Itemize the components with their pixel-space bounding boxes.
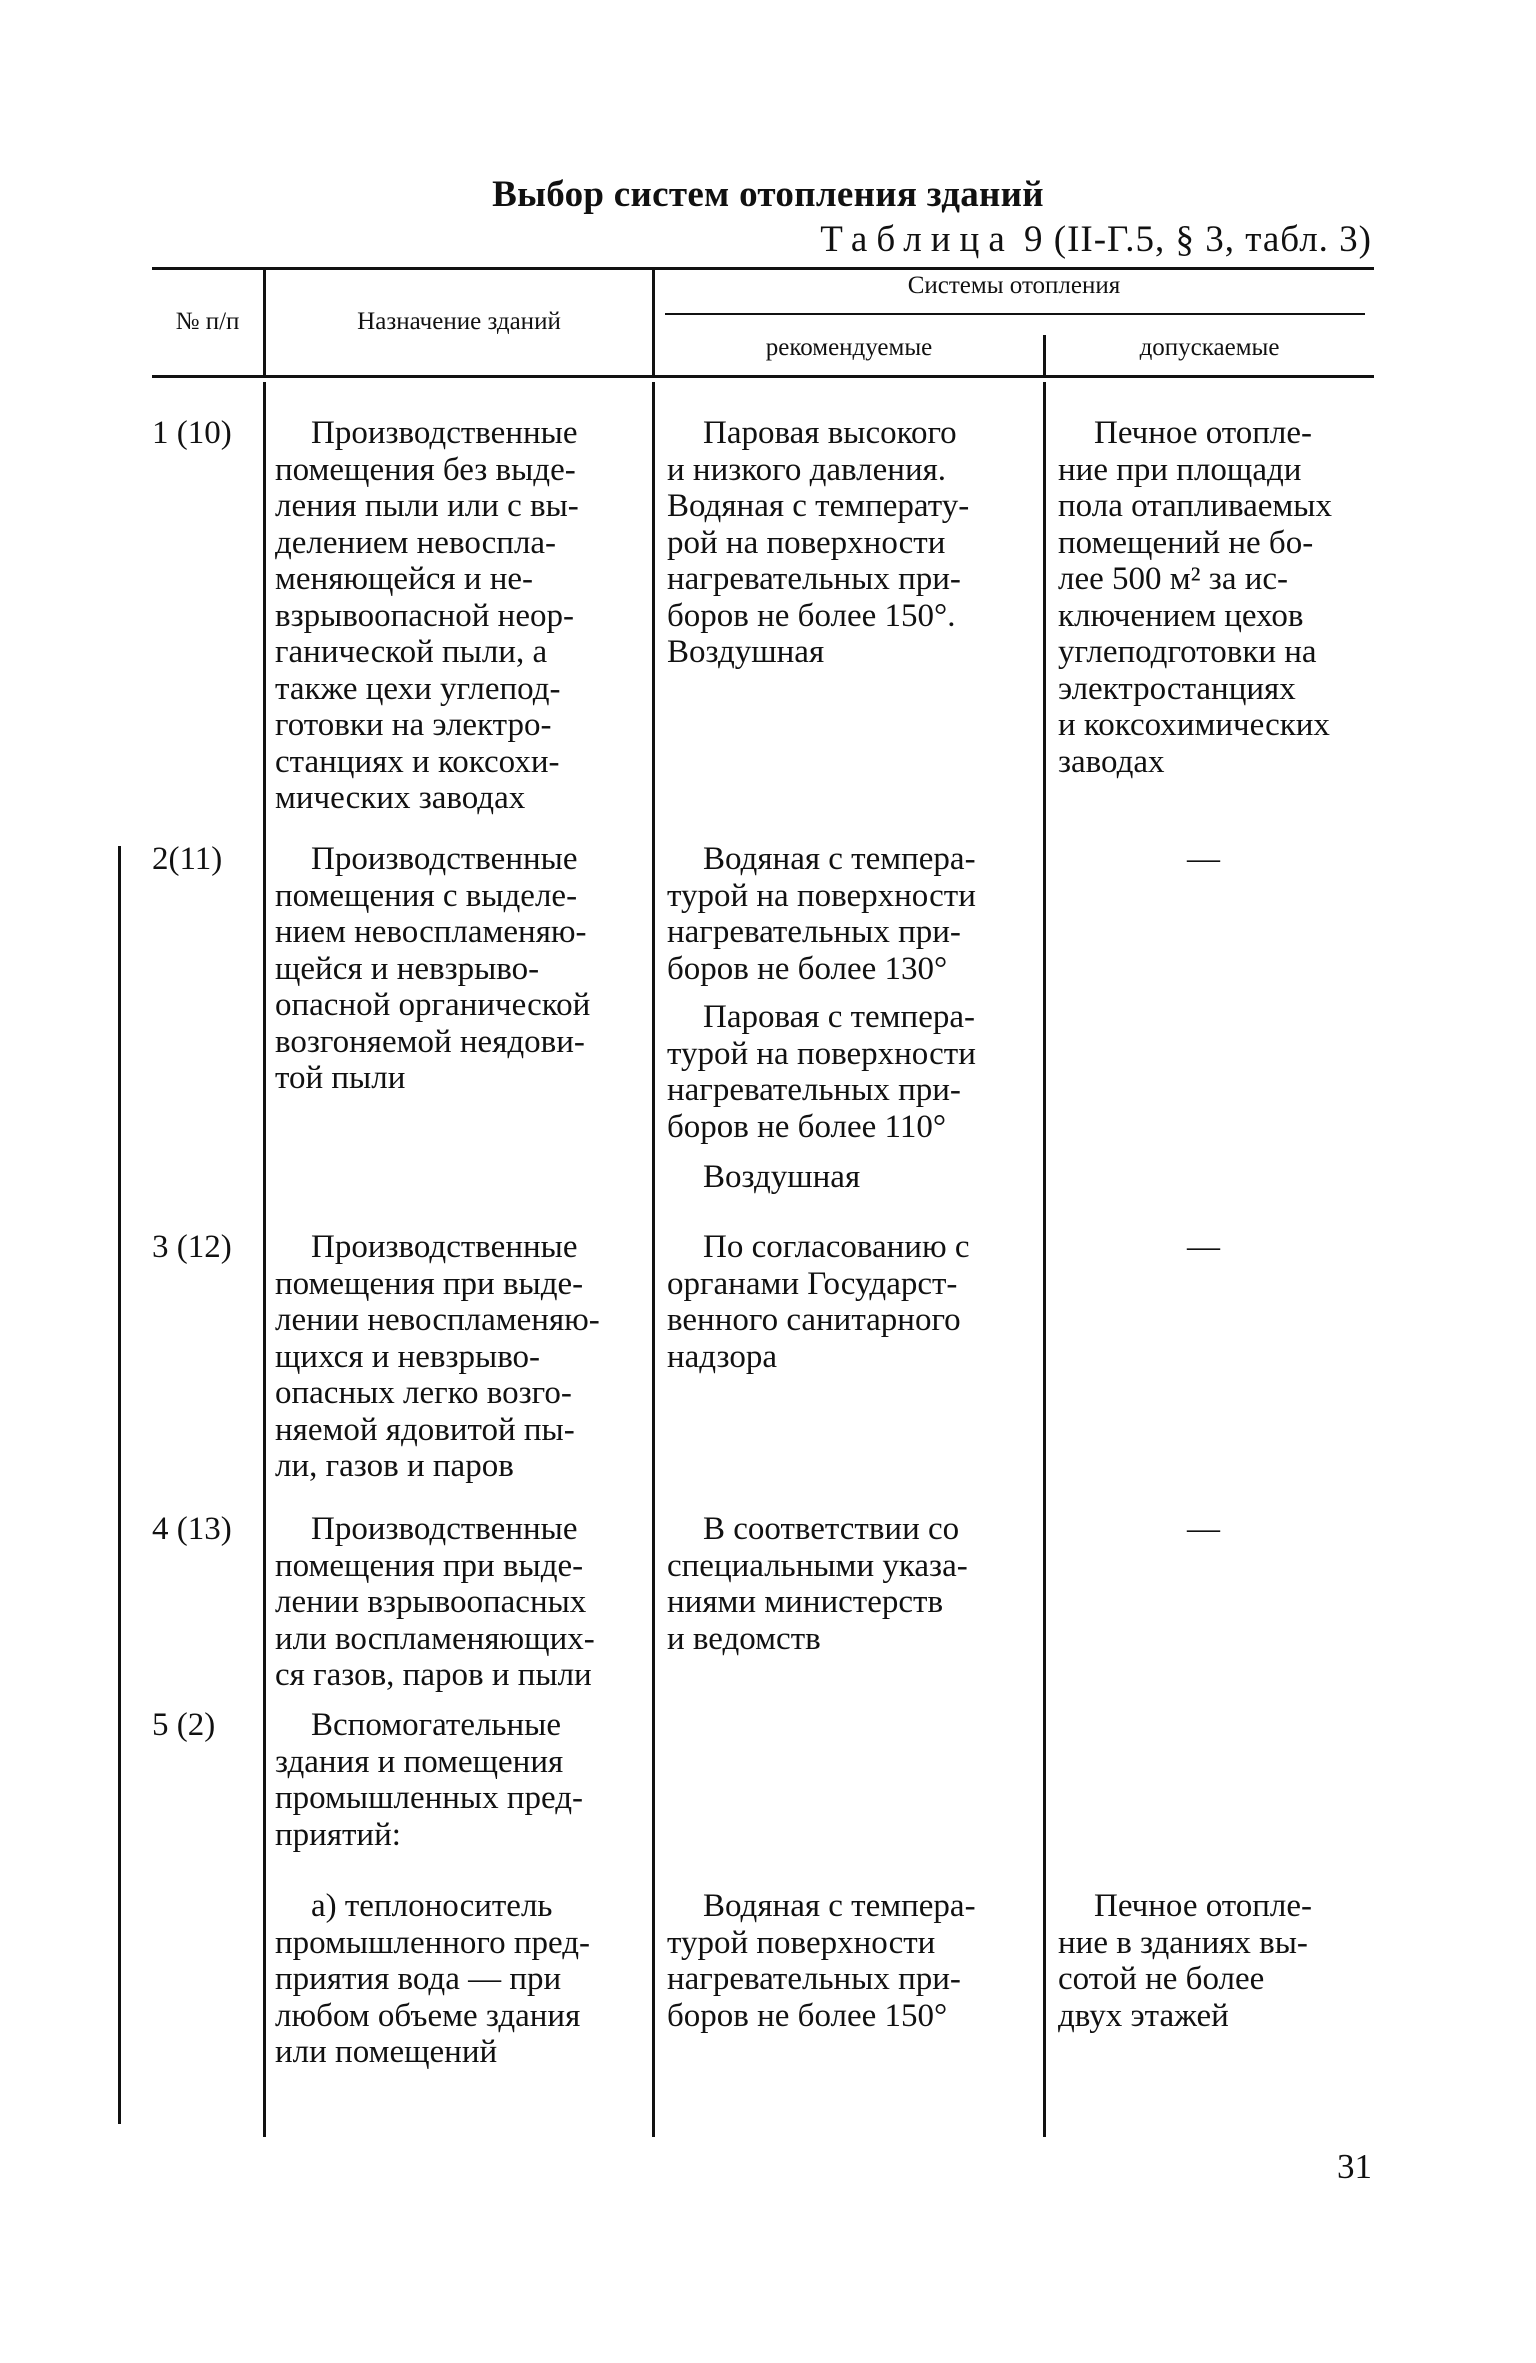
table-label-reference: (II-Г.5, § 3, табл. 3) (1053, 219, 1372, 260)
row-number: 5 (2) (152, 1707, 216, 1743)
row-recommended: Паровая высокого и низкого давления. Водяная с температу- рой на поверхности нагревательных при- боров не более 150°. Воздушная (667, 415, 970, 670)
row-allowed: Печное отопле- ние в зданиях вы- сотой не более двух этажей (1058, 1888, 1313, 2034)
table-label-number: 9 (1024, 219, 1044, 260)
row-allowed-dash: — (1187, 1511, 1220, 1547)
row-recommended: Водяная с темпера- турой на поверхности нагревательных при- боров не более 130° Паровая с темпера- турой на поверхности нагревательных при- боров не более 110° Воздушная (667, 841, 976, 1195)
row-recommended: Водяная с темпера- турой поверхности нагревательных при- боров не более 150° (667, 1888, 976, 2034)
row-purpose: а) теплоноситель промышленного пред- приятия вода — при любом объеме здания или помещений (275, 1888, 591, 2070)
header-col-recommended: рекомендуемые (765, 334, 933, 361)
page-number: 31 (1337, 2147, 1372, 2186)
row-number: 2(11) (152, 841, 223, 877)
row-number: 1 (10) (152, 415, 232, 451)
header-col-purpose: Назначение зданий (357, 308, 561, 335)
row-number: 3 (12) (152, 1229, 232, 1265)
body-divider-purpose (652, 382, 655, 2137)
row-purpose: Производственные помещения без выде- ления пыли или с вы- делением невоспла- меняющейся и не- взрывоопасной неор- ганической пыли, а также цехи углепод- готовки на электро- станциях и коксохи- мических заводах (275, 415, 579, 816)
header-col-num: № п/п (175, 308, 240, 335)
table-top-rule (152, 267, 1374, 270)
row-purpose: Производственные помещения при выде- лении взрывоопасных или воспламеняющих- ся газов, паров и пыли (275, 1511, 595, 1693)
row-allowed-dash: — (1187, 841, 1220, 877)
body-divider-recommended (1043, 382, 1046, 2137)
header-col-allowed: допускаемые (1139, 334, 1280, 361)
row-purpose: Производственные помещения при выде- лении невоспламеняю- щихся и невзрыво- опасных легко возго- няемой ядовитой пы- ли, газов и паров (275, 1229, 600, 1484)
table-label (700, 218, 1372, 261)
header-bottom-rule (152, 375, 1374, 378)
row-allowed-dash: — (1187, 1229, 1220, 1265)
row-purpose: Вспомогательные здания и помещения промышленных пред- приятий: (275, 1707, 584, 1853)
table-label-word: Таблица (820, 219, 1014, 260)
row-number: 4 (13) (152, 1511, 232, 1547)
left-margin-rule (118, 846, 121, 2124)
row-recommended: По согласованию с органами Государст- венного санитарного надзора (667, 1229, 970, 1375)
header-col-systems: Системы отопления (907, 272, 1121, 299)
body-divider-num (263, 382, 266, 2137)
systems-divider-rule (665, 313, 1365, 315)
row-purpose: Производственные помещения с выделе- нием невоспламеняю- щейся и невзрыво- опасной органической возгоняемой неядови- той пыли (275, 841, 591, 1096)
row-recommended: В соответствии со специальными указа- ниями министерств и ведомств (667, 1511, 968, 1657)
page-title: Выбор систем отопления зданий (492, 174, 1044, 215)
row-allowed: Печное отопле- ние при площади пола отапливаемых помещений не бо- лее 500 м² за ис- ключением цехов углеподготовки на электростанциях и коксохимических заводах (1058, 415, 1332, 780)
